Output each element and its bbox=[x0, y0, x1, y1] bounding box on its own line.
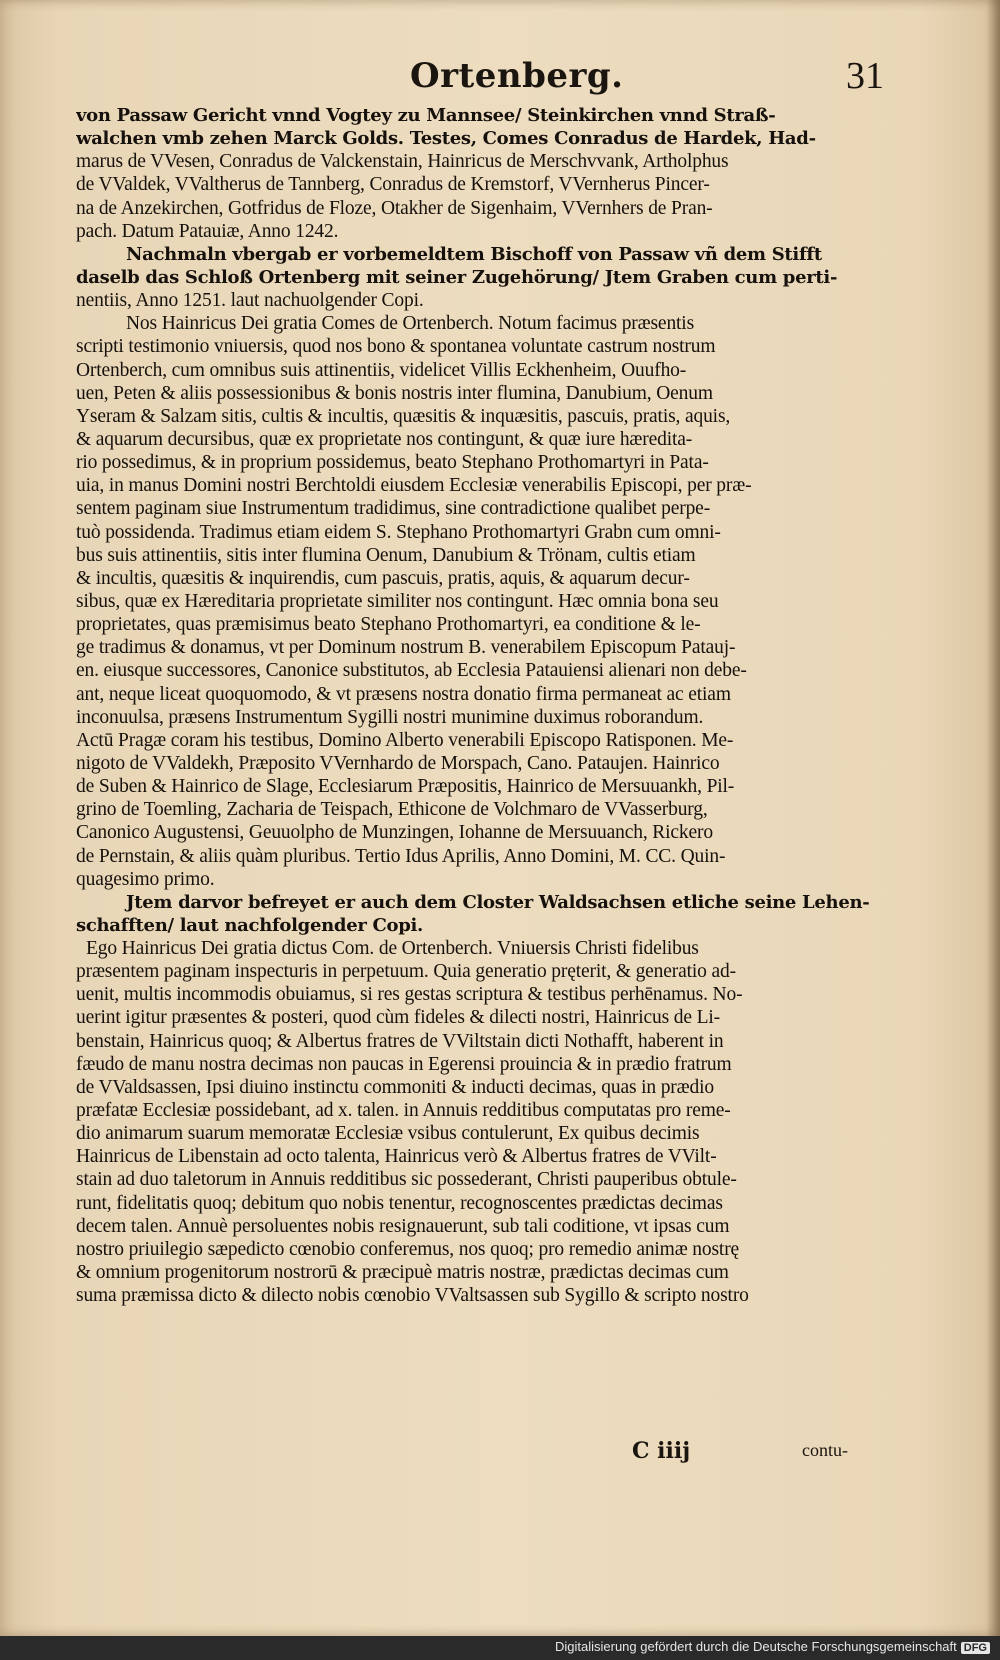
text-line: stain ad duo taletorum in Annuis redditibus sic possederant, Christi pauperibus obtule- bbox=[76, 1169, 737, 1191]
text-line: Nos Hainricus Dei gratia Comes de Ortenberch. Notum facimus præsentis bbox=[126, 313, 695, 335]
text-line: sentem paginam siue Instrumentum tradidimus, sine contradictione qualibet perpe- bbox=[76, 498, 711, 520]
text-line: de VValdsassen, Ipsi diuino instinctu commoniti & inducti decimas, quas in prædio bbox=[76, 1076, 714, 1098]
text-line: & omnium progenitorum nostrorū & præcipuè matris nostræ, prædictas decimas cum bbox=[76, 1262, 729, 1284]
text-line: proprietates, quas præmisimus beato Stephano Prothomartyri, ea conditione & le- bbox=[76, 614, 701, 636]
text-line: & incultis, quæsitis & inquirendis, cum pascuis, pratis, aquis, & aquarum decur- bbox=[76, 567, 690, 589]
page-number: 31 bbox=[846, 55, 884, 97]
text-line: de VValdek, VValtherus de Tannberg, Conradus de Kremstorf, VVernherus Pincer- bbox=[76, 174, 710, 196]
credit-text: Digitalisierung gefördert durch die Deutsche Forschungsgemeinschaft bbox=[554, 1639, 957, 1654]
text-line: ant, neque liceat quoquomodo, & vt præsens nostra donatio firma permaneat ac etiam bbox=[76, 683, 731, 705]
text-line: schafften/ laut nachfolgender Copi. bbox=[76, 914, 424, 936]
text-line: Jtem darvor befreyet er auch dem Closter Waldsachsen etliche seine Lehen- bbox=[126, 891, 870, 913]
text-line: inconuulsa, præsens Instrumentum Sygilli nostri munimine duximus roborandum. bbox=[76, 706, 704, 728]
viewer-footer-strip bbox=[0, 1636, 1000, 1660]
text-line: Hainricus de Libenstain ad octo talenta, Hainricus verò & Albertus fratres de VVilt- bbox=[76, 1146, 717, 1168]
text-line: na de Anzekirchen, Gotfridus de Floze, Otakher de Sigenhaim, VVernhers de Pran- bbox=[76, 197, 713, 219]
text-line: sibus, quæ ex Hæreditaria proprietate similiter nos contingunt. Hæc omnia bona seu bbox=[76, 590, 719, 612]
text-line: Ortenberch, cum omnibus suis attinentiis, videlicet Villis Eckhenheim, Ouufho- bbox=[76, 359, 687, 381]
text-line: de Pernstain, & aliis quàm pluribus. Tertio Idus Aprilis, Anno Domini, M. CC. Quin- bbox=[76, 845, 726, 867]
text-line: præfatæ Ecclesiæ possidebant, ad x. talen. in Annuis redditibus computatas pro reme- bbox=[76, 1100, 731, 1122]
text-line: en. eiusque successores, Canonice substitutos, ab Ecclesia Patauiensi alienari non debe- bbox=[76, 660, 747, 682]
text-line: uen, Peten & aliis possessionibus & bonis nostris inter flumina, Danubium, Oenum bbox=[76, 382, 713, 404]
running-head: Ortenberg. bbox=[410, 56, 624, 96]
text-line: ge tradimus & donamus, vt per Dominum nostrum B. venerabilem Episcopum Patauj- bbox=[76, 637, 736, 659]
dfg-logo: DFG bbox=[961, 1642, 990, 1654]
text-line: uia, in manus Domini nostri Berchtoldi eiusdem Ecclesiæ venerabilis Episcopi, per præ- bbox=[76, 475, 752, 497]
text-line: walchen vmb zehen Marck Golds. Testes, Comes Conradus de Hardek, Had- bbox=[76, 128, 816, 150]
text-line: daselb das Schloß Ortenberg mit seiner Zugehörung/ Jtem Graben cum perti- bbox=[76, 266, 838, 288]
text-line: pach. Datum Patauiæ, Anno 1242. bbox=[76, 220, 339, 242]
text-line: von Passaw Gericht vnnd Vogtey zu Mannsee/ Steinkirchen vnnd Straß- bbox=[76, 105, 776, 126]
catchword: contu- bbox=[802, 1440, 848, 1460]
text-line: benstain, Hainricus quoq; & Albertus fratres de VViltstain dicti Nothafft, haberent in bbox=[76, 1030, 724, 1052]
text-line: marus de VVesen, Conradus de Valckenstain, Hainricus de Merschvvank, Artholphus bbox=[76, 151, 729, 173]
text-line: tuò possidenda. Tradimus etiam eidem S. Stephano Prothomartyri Grabn cum omni- bbox=[76, 521, 721, 543]
funding-credit bbox=[555, 1639, 990, 1654]
text-line: uenit, multis incommodis obuiamus, si res gestas scriptura & testibus perhēnamus. No- bbox=[76, 984, 743, 1006]
text-line: Actū Pragæ coram his testibus, Domino Alberto venerabili Episcopo Ratisponen. Me- bbox=[76, 729, 734, 751]
text-line: præsentem paginam inspecturis in perpetuum. Quia generatio pręterit, & generatio ad- bbox=[76, 961, 736, 983]
text-line: Yseram & Salzam sitis, cultis & incultis, quæsitis & inquæsitis, pascuis, pratis, aquis, bbox=[76, 405, 731, 427]
text-line: scripti testimonio vniuersis, quod nos bono & spontanea voluntate castrum nostrum bbox=[76, 336, 716, 358]
text-line: nentiis, Anno 1251. laut nachuolgender Copi. bbox=[76, 290, 424, 312]
text-line: nostro priuilegio sæpedicto cœnobio conferemus, nos quoq; pro remedio animæ nostrę bbox=[76, 1238, 740, 1260]
text-line: Canonico Augustensi, Geuuolpho de Munzingen, Iohanne de Mersuuanch, Rickero bbox=[76, 822, 713, 844]
text-line: fæudo de manu nostra decimas non paucas in Egerensi prouincia & in prædio fratrum bbox=[76, 1053, 732, 1075]
text-line: dio animarum suarum memoratæ Ecclesiæ vsibus contulerunt, Ex quibus decimis bbox=[76, 1123, 700, 1145]
text-line: uerint igitur præsentes & posteri, quod cùm fideles & dilecti nostri, Hainricus de Li- bbox=[76, 1007, 721, 1029]
text-line: runt, fidelitatis quoq; debitum quo nobis tenentur, recognoscentes prædictas decimas bbox=[76, 1192, 723, 1214]
text-line: & aquarum decursibus, quæ ex proprietate nos contingunt, & quæ iure hæredita- bbox=[76, 428, 693, 450]
text-line: de Suben & Hainrico de Slage, Ecclesiarum Præpositis, Hainrico de Mersuuankh, Pil- bbox=[76, 776, 735, 798]
text-line: nigoto de VValdekh, Præposito VVernhardo de Morspach, Cano. Pataujen. Hainrico bbox=[76, 752, 720, 774]
text-line: bus suis attinentiis, sitis inter flumina Oenum, Danubium & Trönam, cultis etiam bbox=[76, 544, 696, 566]
page-header bbox=[0, 52, 1000, 102]
text-line: grino de Toemling, Zacharia de Teispach, Ethicone de Volchmaro de VVasserburg, bbox=[76, 799, 708, 821]
text-line: Ego Hainricus Dei gratia dictus Com. de Ortenberch. Vniuersis Christi fidelibus bbox=[86, 938, 699, 960]
text-line: suma præmissa dicto & dilecto nobis cœnobio VValtsassen sub Sygillo & scripto nostro bbox=[76, 1285, 749, 1307]
text-line: quagesimo primo. bbox=[76, 868, 215, 890]
body-text bbox=[76, 104, 884, 1307]
page-footer bbox=[0, 1438, 1000, 1468]
text-line: rio possedimus, & in proprium possidemus, beato Stephano Prothomartyri in Pata- bbox=[76, 452, 709, 474]
signature-mark: C iiij bbox=[632, 1438, 691, 1464]
text-line: decem talen. Annuè persoluentes nobis resignauerunt, sub tali coditione, vt ipsas cum bbox=[76, 1215, 730, 1237]
text-line: Nachmaln vbergab er vorbemeldtem Bischoff von Passaw vñ dem Stifft bbox=[126, 243, 822, 265]
